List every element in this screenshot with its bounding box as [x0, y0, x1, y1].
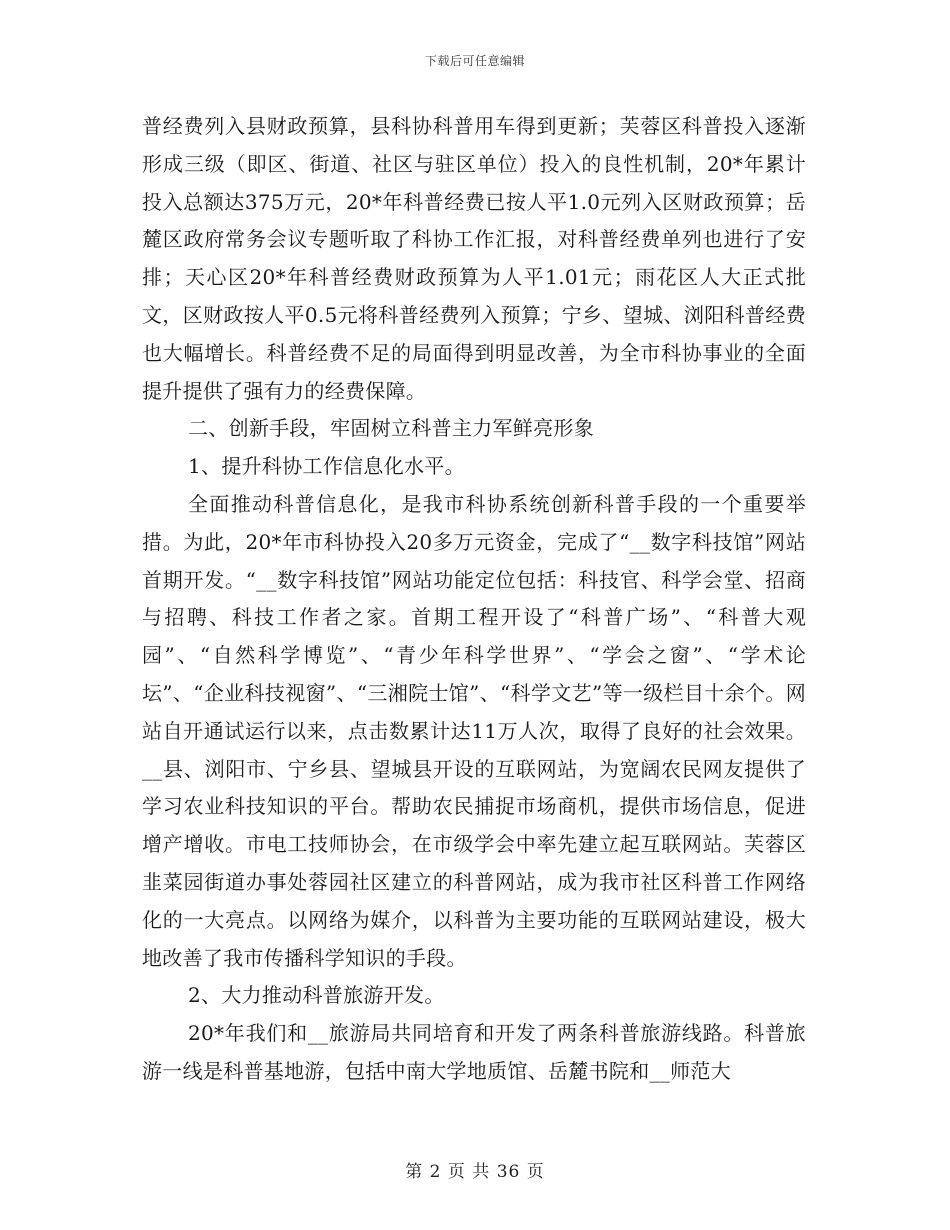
paragraph: 普经费列入县财政预算，县科协科普用车得到更新；芙蓉区科普投入逐渐形成三级（即区、街道、社区与驻区单位）投入的良性机制，20*年累计投入总额达375万元，20*年科普经费已按人平1.0元列入区财政预算；岳麓区政府常务会议专题听取了科协工作汇报，对科普经费单列也进行了安排；天心区20*年科普经费财政预算为人平1.01元；雨花区人大正式批文，区财政按人平0.5元将科普经费列入预算；宁乡、望城、浏阳科普经费也大幅增长。科普经费不足的局面得到明显改善，为全市科协事业的全面提升提供了强有力的经费保障。: [142, 114, 806, 403]
header-note: 下载后可任意编辑: [424, 54, 525, 68]
subsection-heading: 2、大力推动科普旅游开发。: [188, 983, 445, 1008]
subsection-heading: 1、提升科协工作信息化水平。: [188, 454, 465, 479]
document-body: [142, 108, 806, 1091]
section-heading: 二、创新手段，牢固树立科普主力军鲜亮形象: [188, 416, 594, 441]
paragraph: 20*年我们和__旅游局共同培育和开发了两条科普旅游线路。科普旅游一线是科普基地游，包括中南大学地质馆、岳麓书院和__师范大: [142, 1021, 806, 1083]
page-number: 第 2 页 共 36 页: [405, 1162, 545, 1182]
paragraph: 全面推动科普信息化，是我市科协系统创新科普手段的一个重要举措。为此，20*年市科协投入20多万元资金，完成了“__数字科技馆”网站首期开发。“__数字科技馆”网站功能定位包括：科技官、科学会堂、招商与招聘、科技工作者之家。首期工程开设了“科普广场”、“科普大观园”、“自然科学博览”、“青少年科学世界”、“学会之窗”、“学术论坛”、“企业科技视窗”、“三湘院士馆”、“科学文艺”等一级栏目十余个。网站自开通试运行以来，点击数累计达11万人次，取得了良好的社会效果。__县、浏阳市、宁乡县、望城县开设的互联网站，为宽阔农民网友提供了学习农业科技知识的平台。帮助农民捕捉市场商机，提供市场信息，促进增产增收。市电工技师协会，在市级学会中率先建立起互联网站。芙蓉区韭菜园街道办事处蓉园社区建立的科普网站，成为我市社区科普工作网络化的一大亮点。以网络为媒介，以科普为主要功能的互联网站建设，极大地改善了我市传播科学知识的手段。: [142, 491, 806, 970]
